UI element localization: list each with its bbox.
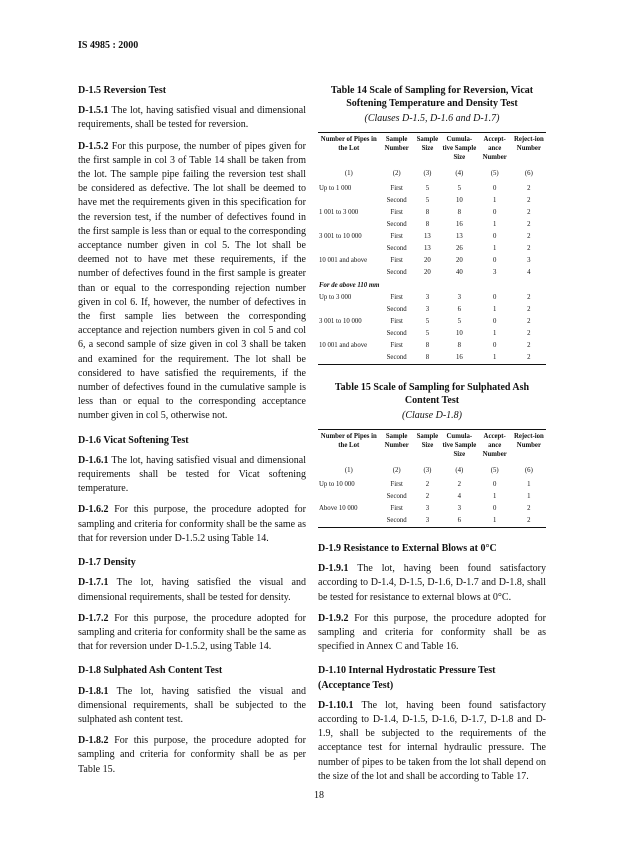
clause-text: The lot, having satisfied visual and dimensional requirements, shall be tested for reversion. [78, 105, 306, 131]
column-header: Sample Size [414, 133, 441, 165]
table-cell: Second [380, 352, 414, 365]
table-cell: 2 [527, 232, 531, 240]
table-cell: First [390, 184, 403, 192]
table15-title: Table 15 Scale of Sampling for Sulphated Ash Content Test [334, 381, 530, 406]
table-cell: 1 [527, 481, 531, 489]
table-cell: First [390, 505, 403, 513]
table-row [318, 316, 546, 328]
table-cell: 1 [492, 493, 497, 501]
table-cell: First [390, 481, 403, 489]
section-d18-title: D-1.8 Sulphated Ash Content Test [78, 665, 223, 677]
table-cell: 5 [457, 318, 462, 326]
table-cell: 2 [527, 505, 531, 513]
table-cell: 5 [425, 318, 430, 326]
clause-d171 [78, 576, 306, 604]
table-cell: 6 [441, 515, 477, 528]
table-cell: Second [386, 220, 407, 228]
clause-d151 [78, 104, 306, 132]
clause-label: D-1.8.1 [78, 685, 109, 697]
table-cell: 1 [492, 306, 497, 314]
clause-d181 [78, 685, 306, 728]
table-cell [318, 266, 380, 278]
table-cell: 2 [527, 244, 531, 252]
column-header: Cumula-tive Sample Size [441, 133, 477, 165]
table15-body [318, 461, 546, 528]
clause-text: The lot, having been found satisfactory according to D-1.4, D-1.5, D-1.6, D-1.7 and D-1.8, shall be tested for resistance to external blows at 0°C. [318, 563, 546, 603]
column-header: Reject-ion Number [512, 429, 546, 461]
table-cell: 10 [455, 196, 463, 204]
table-cell: Above 10 000 [319, 505, 358, 513]
table-row [318, 206, 546, 218]
table-cell: 5 [425, 330, 430, 338]
clause-label: D-1.6.2 [78, 504, 109, 516]
column-header: Sample Size [414, 429, 441, 461]
section-d15-title: D-1.5 Reversion Test [78, 85, 167, 96]
table-row [318, 503, 546, 515]
section-d17-title: D-1.7 Density [78, 557, 136, 569]
table-cell: Second [386, 330, 407, 338]
table-cell: 1 [492, 220, 497, 228]
table-cell: 2 [527, 342, 531, 350]
table-cell: 6 [457, 306, 462, 314]
column-number: (5) [490, 170, 499, 178]
table-cell: 5 [457, 184, 462, 192]
table-cell: 3 001 to 10 000 [319, 318, 362, 326]
table-cell: 0 [492, 208, 497, 216]
table-cell: 8 [425, 342, 430, 350]
table-cell [318, 491, 380, 503]
table-cell: 0 [492, 232, 497, 240]
table-cell: 2 [527, 330, 531, 338]
table-row [318, 515, 546, 528]
clause-d152 [78, 140, 306, 424]
clause-label: D-1.7.1 [78, 577, 109, 589]
table-cell: 8 [457, 208, 462, 216]
clause-d191 [318, 562, 546, 605]
table-cell: 16 [441, 352, 477, 365]
table-cell [318, 194, 380, 206]
table-cell: Second [386, 306, 407, 314]
table-cell: 3 [457, 505, 462, 513]
column-number: (5) [490, 466, 499, 474]
table-cell [318, 242, 380, 254]
clause-label: D-1.5.1 [78, 105, 109, 117]
table-cell: 8 [414, 352, 441, 365]
table-cell: 5 [425, 184, 430, 192]
column-header: Accept-ance Number [478, 133, 512, 165]
table14-header-row [318, 133, 546, 165]
table-cell: 16 [455, 220, 463, 228]
clause-label: D-1.5.2 [78, 140, 109, 152]
column-number: (1) [344, 466, 353, 474]
table-cell: 4 [527, 268, 531, 276]
column-number: (3) [423, 170, 432, 178]
table-cell: Second [386, 268, 407, 276]
column-header: Cumula-tive Sample Size [441, 429, 477, 461]
table-cell: First [390, 318, 403, 326]
column-number: (1) [344, 170, 353, 178]
table-row [318, 328, 546, 340]
table-row [318, 304, 546, 316]
column-number-row [318, 164, 546, 182]
table-row [318, 352, 546, 365]
clause-text: The lot, having satisfied visual and dimensional requirements shall be tested for Vicat softening temperature. [78, 454, 306, 495]
section-d110-title: D-1.10 Internal Hydrostatic Pressure Test (Acceptance Test) [318, 665, 496, 691]
table-cell: 2 [527, 306, 531, 314]
table14-title: Table 14 Scale of Sampling for Reversion, Vicat Softening Temperature and Density Test [330, 85, 534, 109]
table-cell: 1 [478, 352, 512, 365]
table-row [318, 182, 546, 194]
table-cell [318, 304, 380, 316]
clause-text: The lot, having been found satisfactory according to D-1.4, D-1.5, D-1.6, D-1.7, D-1.8 and D-1.9, shall be subjected to the requirements of the acceptance test for internal hydraulic pressure. The number of pipes to be taken from the lot shall depend on the size of the lot and shall be according to Table 17. [318, 699, 546, 782]
right-column [318, 84, 546, 791]
column-number: (6) [524, 170, 533, 178]
table-row [318, 242, 546, 254]
table-cell: 8 [425, 208, 430, 216]
clause-label: D-1.7.2 [78, 612, 109, 624]
table-cell: 3 [414, 515, 441, 528]
table-cell: First [390, 232, 403, 240]
table-cell: 3 [425, 505, 430, 513]
table-cell: 0 [492, 481, 497, 489]
table-cell: 13 [455, 232, 463, 240]
table-cell: 1 [527, 493, 531, 501]
column-header: Number of Pipes in the Lot [318, 133, 380, 165]
table-cell: 3 [527, 256, 531, 264]
clause-text: The lot, having satisfied the visual and dimensional requirements, shall be tested for density. [78, 577, 306, 603]
column-number: (2) [392, 466, 401, 474]
clause-text: For this purpose, the procedure adopted for sampling and criteria for conformity shall be as specified in Annex C and Table 16. [318, 612, 546, 653]
table-cell: 20 [455, 256, 463, 264]
table-cell: 2 [425, 493, 430, 501]
column-number: (3) [423, 466, 432, 474]
table14-clauses: (Clauses D-1.5, D-1.6 and D-1.7) [364, 113, 500, 124]
table-cell: 2 [527, 220, 531, 228]
table-row [318, 292, 546, 304]
table-cell: 2 [527, 318, 531, 326]
table-cell: 20 [424, 256, 431, 264]
table-row [318, 218, 546, 230]
table15-clauses: (Clause D-1.8) [402, 409, 462, 421]
table-cell: Second [386, 493, 407, 501]
column-number: (6) [524, 466, 533, 474]
table-cell: 0 [492, 342, 497, 350]
table-cell: 2 [527, 208, 531, 216]
table-row [318, 491, 546, 503]
table-cell: 0 [492, 505, 497, 513]
clause-label: D-1.8.2 [78, 735, 109, 747]
column-number: (4) [455, 170, 464, 178]
table-cell: 26 [455, 244, 463, 252]
left-column [78, 84, 306, 784]
table-row [318, 254, 546, 266]
table-cell: 8 [425, 220, 430, 228]
table15-header-row [318, 429, 546, 461]
table-cell: 3 [457, 294, 462, 302]
table-cell: 13 [424, 232, 431, 240]
clause-label: D-1.6.1 [78, 454, 109, 466]
table-cell: 2 [457, 481, 462, 489]
table15 [318, 429, 546, 528]
clause-d161 [78, 454, 306, 497]
table-cell: 40 [455, 268, 463, 276]
table-note: For de above 110 mm [319, 282, 380, 290]
table-cell: 5 [425, 196, 430, 204]
table-row [318, 266, 546, 278]
table-cell: 1 [492, 196, 497, 204]
clause-text: For this purpose, the number of pipes given for the first sample in col 3 of Table 14 shall be taken from the lot. The sample pipe failing the reversion test shall be considered as defective. The lot shall be deemed to have met the requirements given in this specification for the reversion test, if the number of defectives found in the first sample is less than or equal to the corresponding acceptance number given in col 5. The lot shall be deemed not to have met these requirements, if the number of defectives found in the first sample is greater than or equal to the corresponding rejection number given in col 6. If, however, the number of defectives in the first sample lies between the corresponding acceptance and rejection numbers given in col 5 and col 6, a second sample of size given in col 3 shall be taken and examined for the requirement. The lot shall be considered to have satisfied the requirements, if the number of defectives found in the cumulative sample is less than or equal to the corresponding acceptance number given in col 5, otherwise not. [78, 140, 306, 422]
table-row [318, 479, 546, 491]
table-cell: 2 [527, 196, 531, 204]
clause-text: For this purpose, the procedure adopted for sampling and criteria for conformity shall be as per Table 15. [78, 735, 306, 775]
table-cell: 1 [478, 515, 512, 528]
table-cell: 4 [457, 493, 462, 501]
table-cell: First [390, 256, 403, 264]
clause-label: D-1.10.1 [318, 699, 354, 711]
table-cell: First [390, 208, 403, 216]
table-cell: Up to 1 000 [319, 184, 352, 192]
table-cell: Second [386, 196, 407, 204]
column-number-row [318, 461, 546, 479]
table-note-row [318, 278, 546, 292]
table-cell [318, 328, 380, 340]
table-cell: 1 001 to 3 000 [319, 208, 359, 216]
table14 [318, 132, 546, 365]
table-cell: 20 [424, 268, 431, 276]
table-cell: 3 001 to 10 000 [319, 232, 362, 240]
column-number: (2) [392, 170, 401, 178]
table14-body [318, 164, 546, 364]
clause-text: For this purpose, the procedure adopted for sampling and criteria for conformity shall be the same as that for reversion under D-1.5.2, using Table 14. [78, 612, 306, 653]
table-cell: 0 [492, 294, 497, 302]
table-cell: 13 [424, 244, 431, 252]
clause-d182 [78, 734, 306, 777]
column-number: (4) [455, 466, 464, 474]
clause-d192 [318, 612, 546, 655]
clause-d1101 [318, 699, 546, 784]
clause-label: D-1.9.2 [318, 612, 349, 624]
table-cell: 10 [455, 330, 463, 338]
table-cell: Second [380, 515, 414, 528]
table-cell [318, 352, 380, 365]
table-cell: 2 [527, 184, 531, 192]
document-header: IS 4985 : 2000 [78, 40, 139, 51]
table-cell: 3 [425, 306, 430, 314]
table-row [318, 194, 546, 206]
table-cell: 1 [492, 330, 497, 338]
table-cell: 0 [492, 318, 497, 326]
table-cell: 0 [492, 256, 497, 264]
table-cell: 0 [492, 184, 497, 192]
clause-label: D-1.9.1 [318, 563, 349, 575]
table-cell: 1 [492, 244, 497, 252]
clause-d172 [78, 612, 306, 655]
table-cell: Second [386, 244, 407, 252]
table-cell: Up to 10 000 [319, 481, 355, 489]
table-cell: 2 [425, 481, 430, 489]
table-cell [318, 218, 380, 230]
table-cell: 2 [527, 294, 531, 302]
section-d16-title: D-1.6 Vicat Softening Test [78, 434, 189, 446]
column-header: Accept-ance Number [478, 429, 512, 461]
clause-d162 [78, 503, 306, 546]
table-cell: 2 [512, 515, 546, 528]
table-cell: 3 [492, 268, 497, 276]
section-d19-title: D-1.9 Resistance to External Blows at 0°C [318, 542, 497, 554]
page-number: 18 [314, 790, 324, 801]
column-header: Sample Number [380, 133, 414, 165]
table-row [318, 230, 546, 242]
table-cell: 10 001 and above [319, 342, 368, 350]
table-cell [318, 515, 380, 528]
table-cell: 2 [512, 352, 546, 365]
table-cell: First [390, 342, 403, 350]
column-header: Sample Number [380, 429, 414, 461]
column-header: Reject-ion Number [512, 133, 546, 165]
table-cell: First [390, 294, 403, 302]
column-header: Number of Pipes in the Lot [318, 429, 380, 461]
table-cell: 3 [425, 294, 430, 302]
table-cell: Up to 3 000 [319, 294, 352, 302]
table-row [318, 340, 546, 352]
table-cell: 8 [457, 342, 462, 350]
table-cell: 10 001 and above [319, 256, 368, 264]
clause-text: For this purpose, the procedure adopted for sampling and criteria for conformity shall be the same as that for reversion under D-1.5.2 using Table 14. [78, 504, 306, 544]
clause-text: The lot, having satisfied the visual and dimensional requirements, shall be subjected to the sulphated ash content test. [78, 685, 306, 725]
